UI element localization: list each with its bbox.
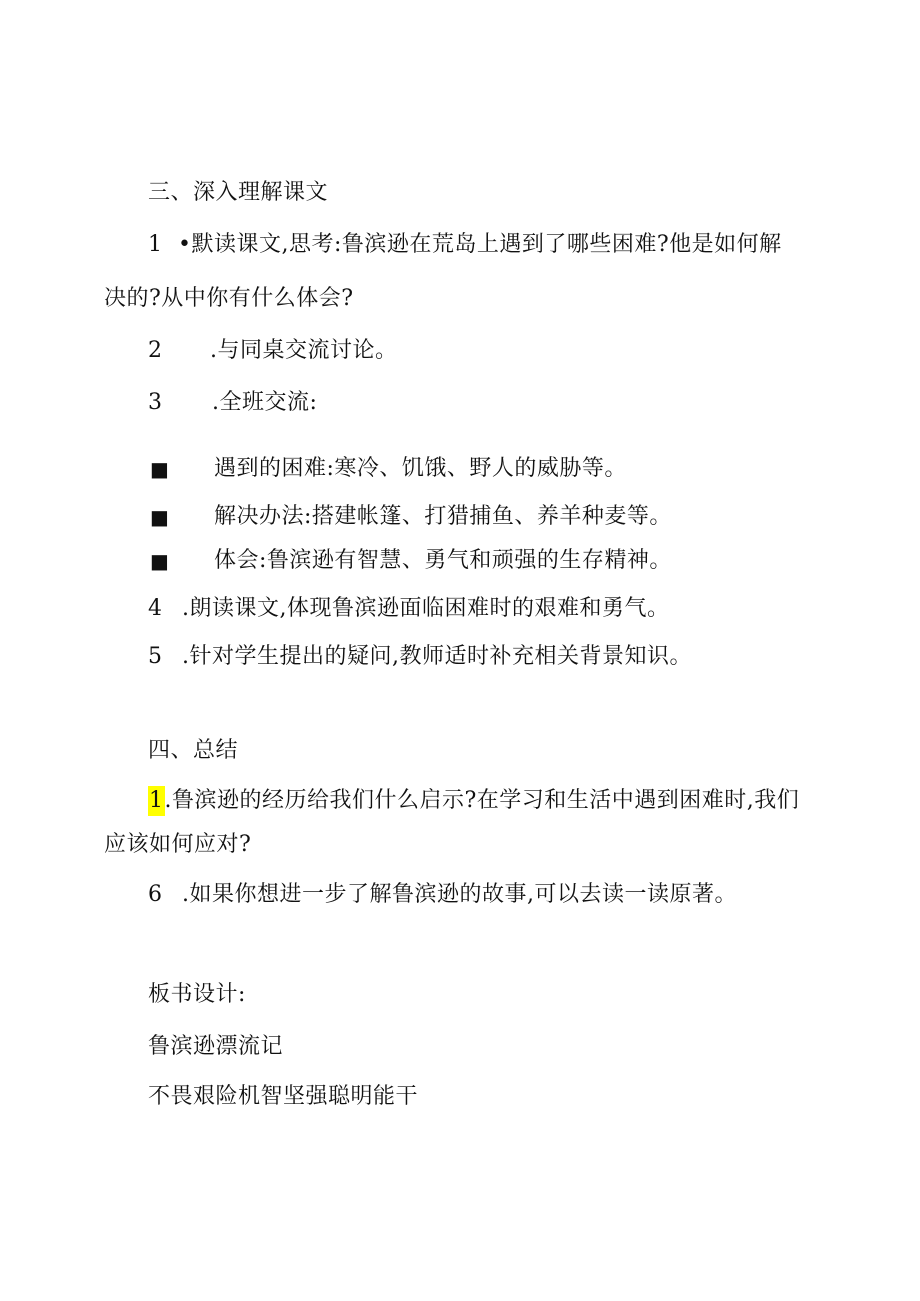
section-three-item-3 bbox=[148, 388, 317, 418]
bullet-solutions: 解决办法:搭建帐篷、打猎捕鱼、养羊种麦等。 bbox=[214, 504, 672, 529]
item-text: •默读课文,思考:鲁滨逊在荒岛上遇到了哪些困难?他是如何解 bbox=[178, 232, 782, 257]
item-number: 2 bbox=[148, 338, 163, 363]
item-text: .如果你想进一步了解鲁滨逊的故事,可以去读一读原著。 bbox=[182, 882, 737, 907]
bullet-square-icon: ■ bbox=[150, 457, 169, 481]
bullet-square-icon: ■ bbox=[150, 549, 169, 573]
item-text: .鲁滨逊的经历给我们什么启示?在学习和生活中遇到困难时,我们 bbox=[164, 788, 800, 813]
board-keywords: 不畏艰险机智坚强聪明能干 bbox=[148, 1084, 419, 1109]
section-three-item-2 bbox=[148, 336, 398, 366]
item-text: .与同桌交流讨论。 bbox=[210, 338, 398, 363]
item-number: 1 bbox=[148, 232, 163, 257]
section-three-item-4 bbox=[148, 594, 670, 624]
item-number: 6 bbox=[148, 882, 163, 907]
section-four-item-1-continued: 应该如何应对? bbox=[104, 832, 252, 857]
highlighted-item-number: 1 bbox=[148, 786, 165, 816]
board-design-heading: 板书设计: bbox=[148, 982, 246, 1007]
bullet-difficulties: 遇到的困难:寒冷、饥饿、野人的威胁等。 bbox=[214, 456, 627, 481]
section-three-item-1 bbox=[148, 230, 782, 260]
section-four-item-1 bbox=[148, 786, 799, 816]
section-three-item-1-continued: 决的?从中你有什么体会? bbox=[104, 286, 354, 311]
item-text: .朗读课文,体现鲁滨逊面临困难时的艰难和勇气。 bbox=[182, 596, 670, 621]
item-number: 5 bbox=[148, 644, 163, 669]
board-title: 鲁滨逊漂流记 bbox=[148, 1034, 284, 1059]
item-number: 4 bbox=[148, 596, 163, 621]
bullet-square-icon: ■ bbox=[150, 505, 169, 529]
bullet-reflection: 体会:鲁滨逊有智慧、勇气和顽强的生存精神。 bbox=[214, 548, 672, 573]
item-text: .全班交流: bbox=[212, 390, 318, 415]
item-text: .针对学生提出的疑问,教师适时补充相关背景知识。 bbox=[182, 644, 692, 669]
section-four-item-6 bbox=[148, 880, 737, 910]
item-number: 3 bbox=[148, 390, 163, 415]
section-four-heading: 四、总结 bbox=[148, 738, 239, 763]
section-three-heading: 三、深入理解课文 bbox=[148, 180, 329, 205]
section-three-item-5 bbox=[148, 642, 692, 672]
